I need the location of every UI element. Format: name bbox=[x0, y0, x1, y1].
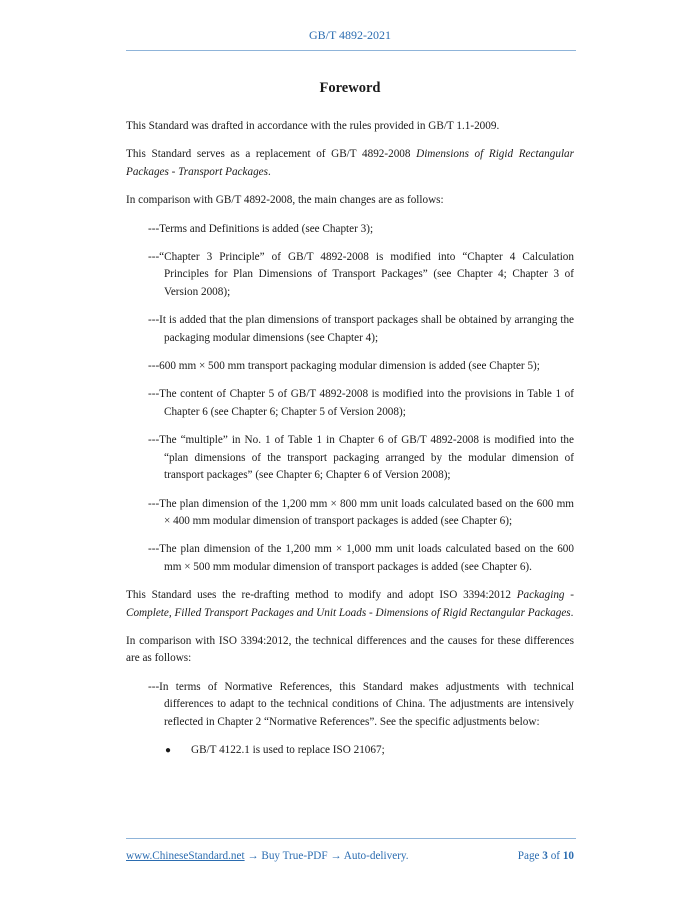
paragraph-main-changes-intro: In comparison with GB/T 4892-2008, the main changes are as follows: bbox=[126, 194, 444, 207]
arrow-icon: → bbox=[244, 850, 262, 862]
bullet-item bbox=[165, 742, 574, 759]
difference-item: ---In terms of Normative References, this Standard makes adjustments with technical differences to adapt to the technical conditions of China. The adjustments are intensively reflected in Chapter 2 “Normative References”. See the specific adjustments below: bbox=[148, 680, 574, 728]
bullet-text: GB/T 4122.1 is used to replace ISO 21067; bbox=[191, 743, 385, 756]
page-title: Foreword bbox=[319, 80, 381, 96]
current-page: 3 bbox=[542, 850, 548, 862]
header-rule bbox=[126, 50, 576, 51]
document-body bbox=[126, 118, 574, 759]
change-item: ---“Chapter 3 Principle” of GB/T 4892-2008 is modified into “Chapter 4 Calculation Principles for Plan Dimensions of Transport Packages” (see Chapter 4; Chapter 3 of Version 2008); bbox=[148, 251, 574, 298]
document-code-header: GB/T 4892-2021 bbox=[308, 28, 392, 42]
change-item: ---600 mm × 500 mm transport packaging modular dimension is added (see Chapter 5); bbox=[148, 360, 540, 373]
delivery-text: Auto-delivery. bbox=[343, 850, 409, 862]
website-link[interactable]: www.ChineseStandard.net bbox=[126, 850, 245, 862]
change-item: ---The content of Chapter 5 of GB/T 4892-2008 is modified into the provisions in Table 1 of Chapter 6 (see Chapter 6; Chapter 5 of Version 2008); bbox=[148, 388, 574, 418]
page-number: Page 3 of 10 bbox=[517, 850, 574, 862]
change-item: ---Terms and Definitions is added (see Chapter 3); bbox=[148, 222, 374, 235]
bullet-icon: ● bbox=[165, 744, 172, 756]
page-footer bbox=[126, 850, 574, 862]
footer-rule bbox=[126, 838, 576, 839]
arrow-icon: → bbox=[327, 850, 344, 862]
paragraph-replacement: This Standard serves as a replacement of GB/T 4892-2008 Dimensions of Rigid Rectangular Packages - Transport Packages. bbox=[126, 148, 575, 178]
paragraph-iso-adoption: This Standard uses the re-drafting method to modify and adopt ISO 3394:2012 Packaging - Complete, Filled Transport Packages and Unit Loads - Dimensions of Rigid Rectangular Packages. bbox=[126, 589, 574, 619]
buy-pdf-link[interactable]: Buy True-PDF bbox=[261, 850, 328, 862]
change-item: ---The plan dimension of the 1,200 mm × 1,000 mm unit loads calculated based on the 600 mm × 500 mm modular dimension of transport packages is added (see Chapter 6). bbox=[148, 543, 574, 573]
change-item: ---It is added that the plan dimensions of transport packages shall be obtained by arranging the packaging modular dimensions (see Chapter 4); bbox=[148, 314, 574, 344]
total-pages: 10 bbox=[562, 850, 574, 862]
change-item: ---The plan dimension of the 1,200 mm × 800 mm unit loads calculated based on the 600 mm × 400 mm modular dimension of transport packages is added (see Chapter 6); bbox=[148, 497, 574, 527]
footer-links bbox=[126, 850, 409, 862]
paragraph-drafting-rules: This Standard was drafted in accordance with the rules provided in GB/T 1.1-2009. bbox=[126, 120, 500, 132]
paragraph-technical-differences: In comparison with ISO 3394:2012, the technical differences and the causes for these differences are as follows: bbox=[126, 634, 574, 665]
change-item: ---The “multiple” in No. 1 of Table 1 in Chapter 6 of GB/T 4892-2008 is modified into the “plan dimensions of the transport packaging arranged by the modular dimension of transport packages” (see Chapter 6; Chapter 6 of Version 2008); bbox=[148, 434, 574, 482]
